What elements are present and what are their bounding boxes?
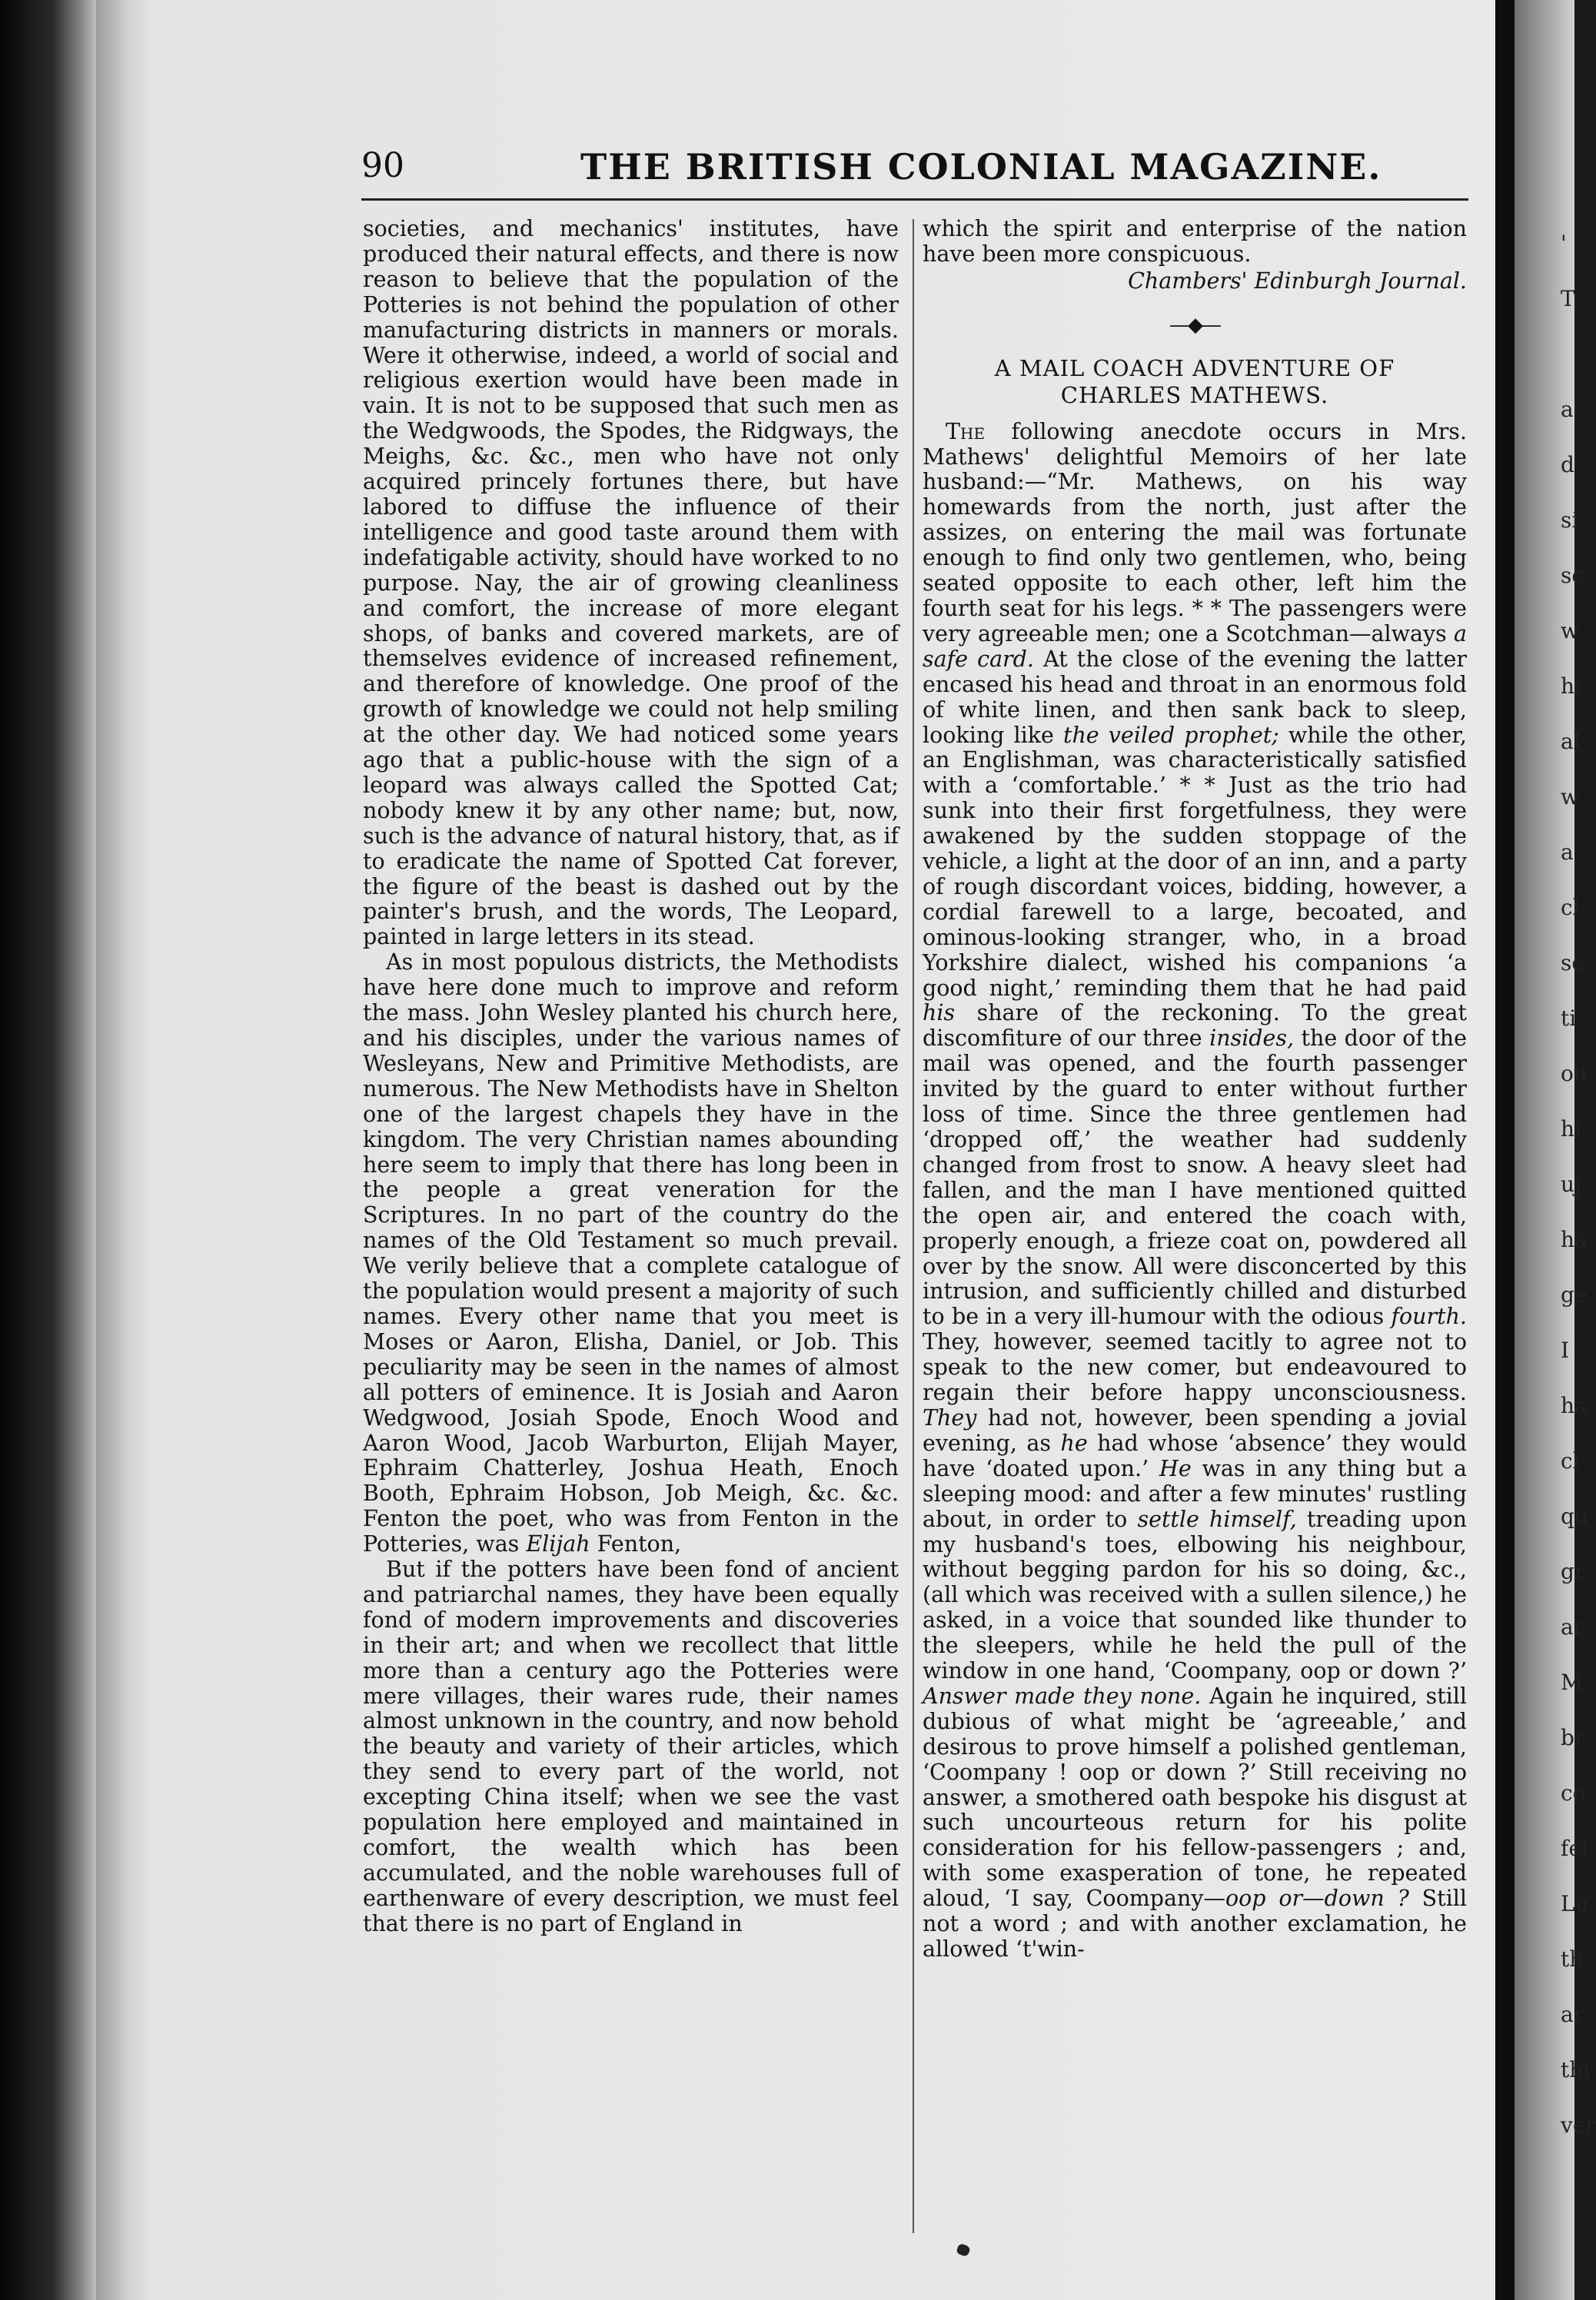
edge-fragment: gr — [1561, 1559, 1585, 1584]
paragraph: societies, and mechanics' institutes, have produced their natural effects, and there is now reason to believe that the population of the Potteries is not behind the population of other manufacturing districts in manners or morals. Were it otherwise, indeed, a world of social and religious exertion would have been made in vain. It is not to be supposed that such men as the Wedgwoods, the Spodes, the Ridgways, the Meighs, &c. &c., men who have not only acquired princely fortunes there, but have labored to diffuse the influence of their intelligence and good taste around them with indefatigable activity, should have worked to no purpose. Nay, the air of growing cleanliness and comfort, the increase of more elegant shops, of banks and covered markets, are of themselves evidence of increased refinement, and therefore of knowledge. One proof of the growth of knowledge we could not help smiling at the other day. We had noticed some years ago that a public-house with the sign of a leopard was always called the Spotted Cat; nobody knew it by any other name; but, now, such is the advance of natural history, that, as if to eradicate the name of Spotted Cat forever, the figure of the beast is dashed out by the painter's brush, and the words, The Leopard, painted in large letters in its stead. — [363, 216, 899, 950]
edge-fragment: Lu — [1561, 1891, 1589, 1916]
page-number: 90 — [361, 146, 404, 185]
edge-fragment: hi — [1561, 673, 1581, 699]
edge-fragment: d — [1561, 452, 1574, 477]
edge-fragment: uj — [1561, 1172, 1581, 1197]
edge-fragment: T — [1561, 286, 1575, 311]
edge-fragment: co — [1561, 1780, 1586, 1806]
book-gutter — [0, 0, 96, 2300]
edge-fragment: thi — [1561, 2057, 1591, 2082]
paragraph: which the spirit and enterprise of the nation have been more conspicuous. — [923, 216, 1467, 267]
edge-fragment: cl — [1561, 895, 1580, 920]
header-rule — [361, 198, 1468, 201]
edge-fragment: ar — [1561, 1614, 1584, 1640]
edge-fragment: fel — [1561, 1836, 1588, 1861]
edge-fragment: w — [1561, 618, 1579, 643]
edge-fragment: br — [1561, 1725, 1585, 1750]
left-column — [363, 217, 899, 1937]
right-column — [923, 217, 1467, 1963]
edge-fragment: ge — [1561, 1282, 1588, 1308]
edge-fragment: si — [1561, 507, 1579, 533]
edge-fragment: qu — [1561, 1504, 1588, 1529]
edge-fragment: ou — [1561, 1061, 1588, 1086]
paragraph: But if the potters have been fond of ancient and patriarchal names, they have been equally fond of modern improvements and discoveries in their art; and when we recollect that little more than a century ago the Potteries were mere villages, their wares rude, their names almost unknown in the country, and now behold the beauty and variety of their articles, which they send to every part of the world, not excepting China itself; when we see the vast population here employed and maintained in comfort, the wealth which has been accumulated, and the noble warehouses full of earthenware of every description, we must feel that there is no part of England in — [363, 1557, 899, 1936]
edge-fragment: cl — [1561, 1448, 1580, 1474]
paragraph: As in most populous districts, the Methodists have here done much to improve and reform the mass. John Wesley planted his church here, and his disciples, under the various names of Wesleyans, New and Primitive Methodists, are numerous. The New Methodists have in Shelton one of the largest chapels they have in the kingdom. The very Christian names abounding here seem to imply that there has long been in the people a great veneration for the Scriptures. In no part of the country do the names of the Old Testament so much prevail. We verily believe that a complete catalogue of the population would present a majority of such names. Every other name that you meet is Moses or Aaron, Elisha, Daniel, or Job. This peculiarity may be seen in the names of almost all potters of eminence. It is Josiah and Aaron Wedgwood, Josiah Spode, Enoch Wood and Aaron Wood, Jacob Warburton, Elijah Mayer, Ephraim Chatterley, Joshua Heath, Enoch Booth, Ephraim Hobson, Job Meigh, &c. &c. Fenton the poet, who was from Fenton in the Potteries, was Elijah Fenton, — [363, 949, 899, 1557]
edge-fragment: hi — [1561, 1116, 1581, 1142]
edge-fragment: th — [1561, 1946, 1584, 1972]
edge-fragment: w — [1561, 784, 1579, 809]
edge-fragment: ver — [1561, 2112, 1596, 2138]
source-attribution: Chambers' Edinburgh Journal. — [1128, 268, 1467, 294]
edge-fragment: ' — [1561, 231, 1567, 256]
article-body: The following anecdote occurs in Mrs. Mathews' delightful Memoirs of her late husband:—“Mr. Mathews, on his way homewards from the north, just after the assizes, on entering the mail was fortunate enough to find only two gentlemen, who, being seated opposite to each other, left him the fourth seat for his legs. * * The passengers were very agreeable men; one a Scotchman—always a safe card. At the close of the evening the latter encased his head and throat in an enormous fold of white linen, and then sank back to sleep, looking like the veiled prophet; while the other, an Englishman, was characteristically satisfied with a ‘comfortable.’ * * Just as the trio had sunk into their first forgetfulness, they were awakened by the sudden stoppage of the vehicle, a light at the door of an inn, and a party of rough discordant voices, bidding, however, a cordial farewell to a large, becoated, and ominous-looking stranger, who, in a broad Yorkshire dialect, wished his companions ‘a good night,’ reminding them that he had paid his share of the reckoning. To the great discomfiture of our three insides, the door of the mail was opened, and the fourth passenger invited by the guard to enter without further loss of time. Since the three gentlemen had ‘dropped off,’ the weather had suddenly changed from frost to snow. A heavy sleet had fallen, and the man I have mentioned quitted the open air, and entered the coach with, properly enough, a frieze coat on, powdered all over by the snow. All were disconcerted by this intrusion, and sufficiently chilled and disturbed to be in a very ill-humour with the odious fourth. They, however, seemed tacitly to agree not to speak to the new comer, but endeavoured to regain their before happy unconsciousness. They had not, however, been spending a jovial evening, as he had whose ‘absence’ they would have ‘doated upon.’ He was in any thing but a sleeping mood: and after a few minutes' rustling about, in order to settle himself, treading upon my husband's toes, elbowing his neighbour, without begging pardon for his so doing, &c., (all which was received with a sullen silence,) he asked, in a voice that sounded like thunder to the sleepers, while he held the pull of the window in one hand, ‘Coompany, oop or down ?’ Answer made they none. Again he inquired, still dubious of what might be ‘agreeable,’ and desirous to prove himself a polished gentleman, ‘Coompany ! oop or down ?’ Still receiving no answer, a smothered oath bespoke his disgust at such uncourteous return for his polite consideration for his fellow-passengers ; and, with some exasperation of tone, he repeated aloud, ‘I say, Coompany—oop or—down ? Still not a word ; and with another exclamation, he allowed ‘t'win- — [923, 418, 1468, 1962]
edge-fragment: sc — [1561, 563, 1584, 588]
edge-fragment: ti — [1561, 1005, 1577, 1031]
edge-fragment: ha — [1561, 1393, 1588, 1418]
page-header — [361, 146, 1553, 200]
edge-fragment: al — [1561, 729, 1581, 754]
edge-fragment: M — [1561, 1670, 1583, 1695]
ornament-divider: —◆— — [1169, 313, 1220, 337]
edge-fragment: ar — [1561, 2002, 1584, 2027]
edge-fragment: se — [1561, 950, 1584, 976]
column-divider — [913, 219, 914, 2233]
running-title: THE BRITISH COLONIAL MAGAZINE. — [580, 146, 1382, 188]
edge-fragment: ha — [1561, 1227, 1588, 1252]
edge-fragment: a — [1561, 839, 1574, 865]
edge-fragment: a — [1561, 397, 1574, 422]
article-title: A MAIL COACH ADVENTURE OF CHARLES MATHEWS. — [994, 354, 1395, 408]
edge-fragment: I — [1561, 1338, 1570, 1363]
